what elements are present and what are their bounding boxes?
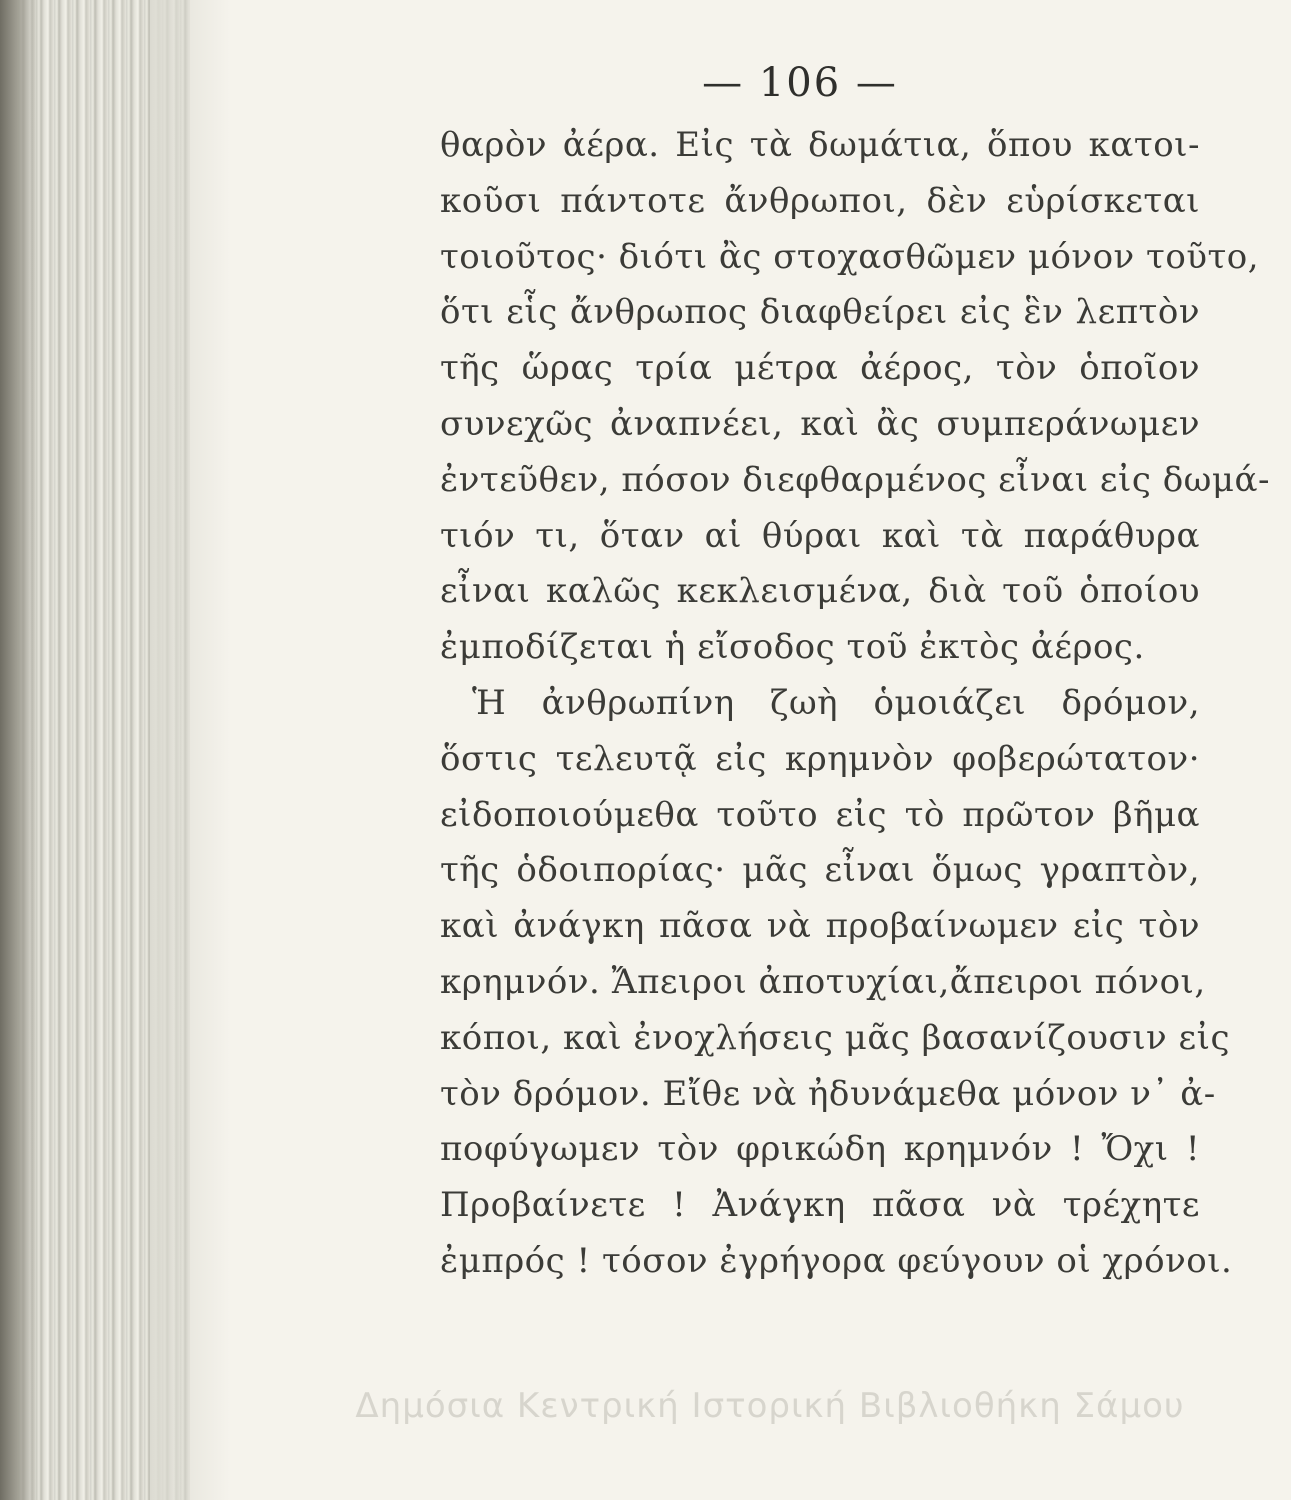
text-line: καὶ ἀνάγκη πᾶσα νὰ προβαίνωμεν εἰς τὸν (440, 906, 1200, 947)
text-line: συνεχῶς ἀναπνέει, καὶ ἂς συμπεράνωμεν (440, 403, 1200, 444)
text-line: εἰδοποιούμεθα τοῦτο εἰς τὸ πρῶτον βῆμα (440, 794, 1200, 835)
text-line: τῆς ὁδοιπορίας· μᾶς εἶναι ὅμως γραπτὸν, (440, 850, 1200, 891)
text-line: ὅτι εἷς ἄνθρωπος διαφθείρει εἰς ἓν λεπτὸν (440, 292, 1200, 333)
text-line: θαρὸν ἀέρα. Εἰς τὰ δωμάτια, ὅπου κατοι- (440, 125, 1200, 165)
text-line: κοῦσι πάντοτε ἄνθρωποι, δὲν εὑρίσκεται (440, 180, 1200, 221)
text-line: κρημνόν. Ἄπειροι ἀποτυχίαι,ἄπειροι πόνοι, (440, 961, 1206, 1002)
text-line: τὸν δρόμον. Εἴθε νὰ ἠδυνάμεθα μόνον ν᾽ ἀ- (440, 1073, 1216, 1114)
binding-shadow (0, 0, 40, 1500)
text-line: ποφύγωμεν τὸν φρικώδη κρημνόν ! Ὄχι ! (440, 1129, 1200, 1170)
text-line: τῆς ὥρας τρία μέτρα ἀέρος, τὸν ὁποῖον (440, 348, 1200, 389)
text-block (440, 60, 1270, 1290)
library-watermark: Δημόσια Κεντρική Ιστορική Βιβλιοθήκη Σάμου (355, 1386, 1185, 1426)
text-line-paragraph-start: Ἡ ἀνθρωπίνη ζωὴ ὁμοιάζει δρόμον, (472, 682, 1200, 723)
text-line: Προβαίνετε ! Ἀνάγκη πᾶσα νὰ τρέχητε (440, 1185, 1200, 1226)
text-line: κόποι, καὶ ἐνοχλήσεις μᾶς βασανίζουσιν εἰς (440, 1017, 1231, 1058)
text-line: ἐντεῦθεν, πόσον διεφθαρμένος εἶναι εἰς δωμά- (440, 459, 1270, 500)
text-line: εἶναι καλῶς κεκλεισμένα, διὰ τοῦ ὁποίου (440, 571, 1200, 612)
text-line: ἐμπρός ! τόσον ἐγρήγορα φεύγουν οἱ χρόνοι. (440, 1240, 1233, 1281)
text-line-paragraph-end: ἐμποδίζεται ἡ εἴσοδος τοῦ ἐκτὸς ἀέρος. (440, 627, 1145, 668)
text-line: τιόν τι, ὅταν αἱ θύραι καὶ τὰ παράθυρα (440, 515, 1200, 556)
page-number: — 106 — (702, 60, 898, 106)
page-edge-fade (150, 0, 230, 1500)
text-line: ὅστις τελευτᾷ εἰς κρημνὸν φοβερώτατον· (440, 738, 1200, 779)
text-line: τοιοῦτος· διότι ἂς στοχασθῶμεν μόνον τοῦτο, (440, 236, 1260, 277)
